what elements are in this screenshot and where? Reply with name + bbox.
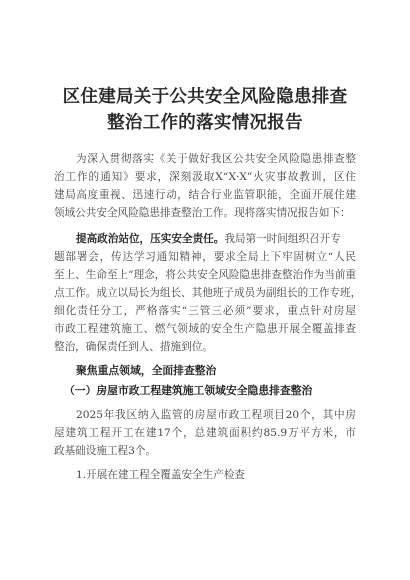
section1-first-line-rest: 我局第一时间组织召开专 xyxy=(224,233,341,245)
section2-sub1-line-2: 屋建筑工程开工在建17个，总建筑面积约85.9万平方米，市 xyxy=(54,427,356,439)
document-title-line-2: 整治工作的落实情况报告 xyxy=(107,113,303,133)
intro-line-1: 为深入贯彻落实《关于做好我区公共安全风险隐患排查整 xyxy=(76,153,356,165)
section1-first-line xyxy=(76,232,356,246)
section1-line-6: 整治，确保责任到人、措施到位。 xyxy=(54,341,213,353)
intro-line-2: 治工作的通知》要求，深刻汲取X“X·X”火灾事故教训，区住 xyxy=(54,171,356,183)
document-title-line-1: 区住建局关于公共安全风险隐患排查 xyxy=(62,87,348,107)
section1-line-1: 题部署会，传达学习通知精神，要求全局上下牢固树立“人民 xyxy=(54,251,356,263)
intro-line-4: 领域公共安全风险隐患排查整治工作。现将落实情况报告如下： xyxy=(54,207,351,219)
intro-line-3: 建局高度重视、迅速行动，结合行业监管职能，全面开展住建 xyxy=(54,189,356,201)
section1-line-4: 细化责任分工，严格落实“三管三必须”要求，重点针对房屋 xyxy=(54,305,356,317)
section2-sub1-heading: （一）房屋市政工程建筑施工领域安全隐患排查整治 xyxy=(64,384,313,397)
section2-sub1-line-1: 2025年我区纳入监管的房屋市政工程项目20个，其中房 xyxy=(76,409,356,421)
section1-heading: 提高政治站位，压实安全责任。 xyxy=(76,233,225,245)
section2-sub1-item-1: 1.开展在建工程全覆盖安全生产检查 xyxy=(76,469,246,481)
section1-line-2: 至上、生命至上”理念，将公共安全风险隐患排查整治作为当前重 xyxy=(54,269,357,281)
section2-sub1-line-3: 政基础设施工程3个。 xyxy=(54,445,157,457)
section1-line-5: 市政工程建筑施工、燃气领域的安全生产隐患开展全覆盖排查 xyxy=(54,323,356,335)
section1-line-3: 点工作。成立以局长为组长、其他班子成员为副组长的工作专班， xyxy=(54,287,362,299)
section2-heading: 聚焦重点领域，全面排查整治 xyxy=(76,364,217,377)
